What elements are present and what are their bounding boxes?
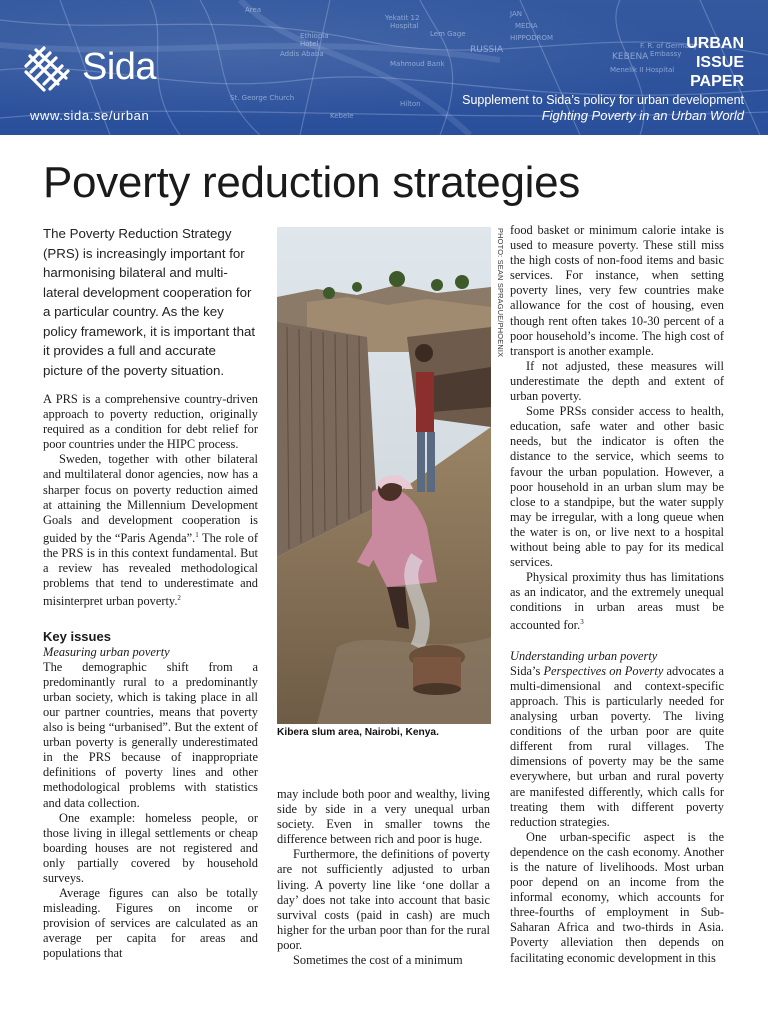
map-label: JAN [510,10,522,18]
paragraph: food basket or minimum calorie intake is used to measure poverty. These still miss the high costs of non-food items and basic services. For instance, when setting poverty lines, very few countries make allowance for the cost of housing, even though rent often takes 10-30 percent of a poor household’s income. The high cost of transport is another example. [510,223,724,358]
map-label: Hospital [390,22,419,30]
series-line: PAPER [690,73,744,90]
paragraph: If not adjusted, these measures will underestimate the depth and extent of urban poverty. [510,358,724,404]
map-label: KEBENA [612,52,649,62]
map-label: Kebele [330,112,354,120]
photo-credit: PHOTO: SEAN SPRAGUE/PHOENIX [496,228,505,358]
series-label [686,34,744,91]
site-url: www.sida.se/urban [30,108,150,123]
map-label: HIPPODROM [510,34,554,42]
sida-logo-icon [22,44,76,92]
brand-name: Sida [82,46,157,88]
paragraph [510,664,724,830]
supplement-text: Supplement to Sida’s policy for urban development [462,93,744,107]
map-label: Mahmoud Bank [390,60,445,68]
footnote-ref: 3 [580,618,584,627]
paragraph: One urban-specific aspect is the dependence on the cash economy. Another is the nature of livelihoods. Most urban poor depend on an income from the informal economy, which accounts for three-fourths of employment in Sub-Saharan Africa and two-thirds in Asia. Poverty alleviation then depends on facilitating economic development in this [510,829,724,965]
map-label: Yekatit 12 [385,14,420,22]
map-label: Embassy [650,50,682,58]
paragraph [43,452,258,609]
map-label: Area [245,6,262,14]
map-label: Addis Ababa [280,50,324,58]
series-line: ISSUE [695,54,744,71]
supplement-title: Fighting Poverty in an Urban World [541,108,744,123]
series-line: URBAN [686,35,744,52]
map-label: Hotel [300,40,319,48]
paragraph: Sometimes the cost of a minimum [293,953,463,968]
paragraph: Some PRSs consider access to health, education, safe water and other basic needs, but the indicator is often the distance to the service, which seems to favour the urban population. However, a poor household in an urban slum may be close to a standpipe, but the water supply may be irregular, with a long queue when the water is on, or live next to a hospital without being able to pay for its medical services. [510,404,724,570]
map-label: St. George Church [230,94,295,102]
lead-paragraph: The Poverty Reduction Strategy (PRS) is increasingly important for harmonising bilateral and multi-lateral development cooperation for a particular country. As the key policy framework, it is important that it provides a full and accurate picture of the poverty situation. [43,226,256,378]
map-label: MEDIA [515,22,538,30]
map-label: Menelik II Hospital [610,66,675,74]
paragraph-text: advocates a multi-dimensional and context-specific approach. This is particularly needed for analysing urban poverty. The living conditions of the urban poor are quite different from rural villages. The dimensions of poverty may be the same everywhere, but urban and rural poverty are manifested differently, which calls for treating them with different poverty reduction strategies. [510,663,725,829]
paragraph-text: Sida’s [510,663,544,678]
paragraph: Average figures can also be totally misleading. Figures on income or provision of services are calculated as an average per capita for areas and populations that [43,886,258,961]
publication-title: Perspectives on Poverty [543,663,664,678]
photo-kibera [277,227,491,724]
photo-illustration [277,227,491,724]
paragraph: A PRS is a comprehensive country-driven approach to poverty reduction, originally required as a condition for debt relief for poor countries under the HIPC process. [43,392,258,452]
paragraph-text: Sweden, together with other bilateral and multilateral donor agencies, now has a sharper focus on poverty reduction aimed at attaining the Millennium Development Goals and development cooperation is guided by the “Paris Agenda”. [43,452,258,545]
paragraph: Furthermore, the definitions of poverty are not sufficiently adjusted to urban living. A poverty line like ‘one dollar a day’ does not take into account that basic survival costs (paid in cash) are much higher for the urban poor than for the rural poor. [277,847,490,952]
paragraph: The demographic shift from a predominantly rural to a predominantly urban society, which is taking place in all our partner countries, means that poverty also is being “urbanised”. But the extent of urban poverty is generally underestimated in the PRS because of inappropriate definitions of poverty lines and other methodological problems with statistics and data collection. [43,659,258,810]
column-1 [43,392,258,962]
map-label: Hilton [400,100,421,108]
paragraph: One example: homeless people, or those living in illegal settlements or cheap boarding houses are not registered and only partially covered by household surveys. [43,810,258,885]
page-title: Poverty reduction strategies [43,158,580,207]
section-heading: Key issues [43,628,111,644]
paragraph-text: Physical proximity thus has limitations as an indicator, and the extremely unequal conditions in urban areas must be accounted for. [510,570,724,633]
supplement-note [462,93,744,123]
paragraph [510,570,724,634]
map-label: RUSSIA [470,45,504,55]
column-2 [277,787,490,968]
subsection-heading: Understanding urban poverty [510,648,658,663]
paragraph-text: The role of the PRS is in this context fundamental. But a review has revealed methodological problems that tend to underestimate and misinterpret urban poverty. [43,530,258,609]
footnote-ref: 1 [195,530,199,539]
paragraph: may include both poor and wealthy, living side by side in a very unequal urban society. Even in smaller towns the difference between rich and poor is huge. [277,787,490,847]
map-label: F. R. of Germany [640,42,698,50]
map-label: Ethiopia [300,32,329,40]
subsection-heading: Measuring urban poverty [43,644,170,659]
column-3 [510,223,724,966]
header-banner [0,0,768,135]
map-label: Lem Gage [430,30,466,38]
footnote-ref: 2 [177,594,181,603]
photo-caption: Kibera slum area, Nairobi, Kenya. [277,727,439,738]
